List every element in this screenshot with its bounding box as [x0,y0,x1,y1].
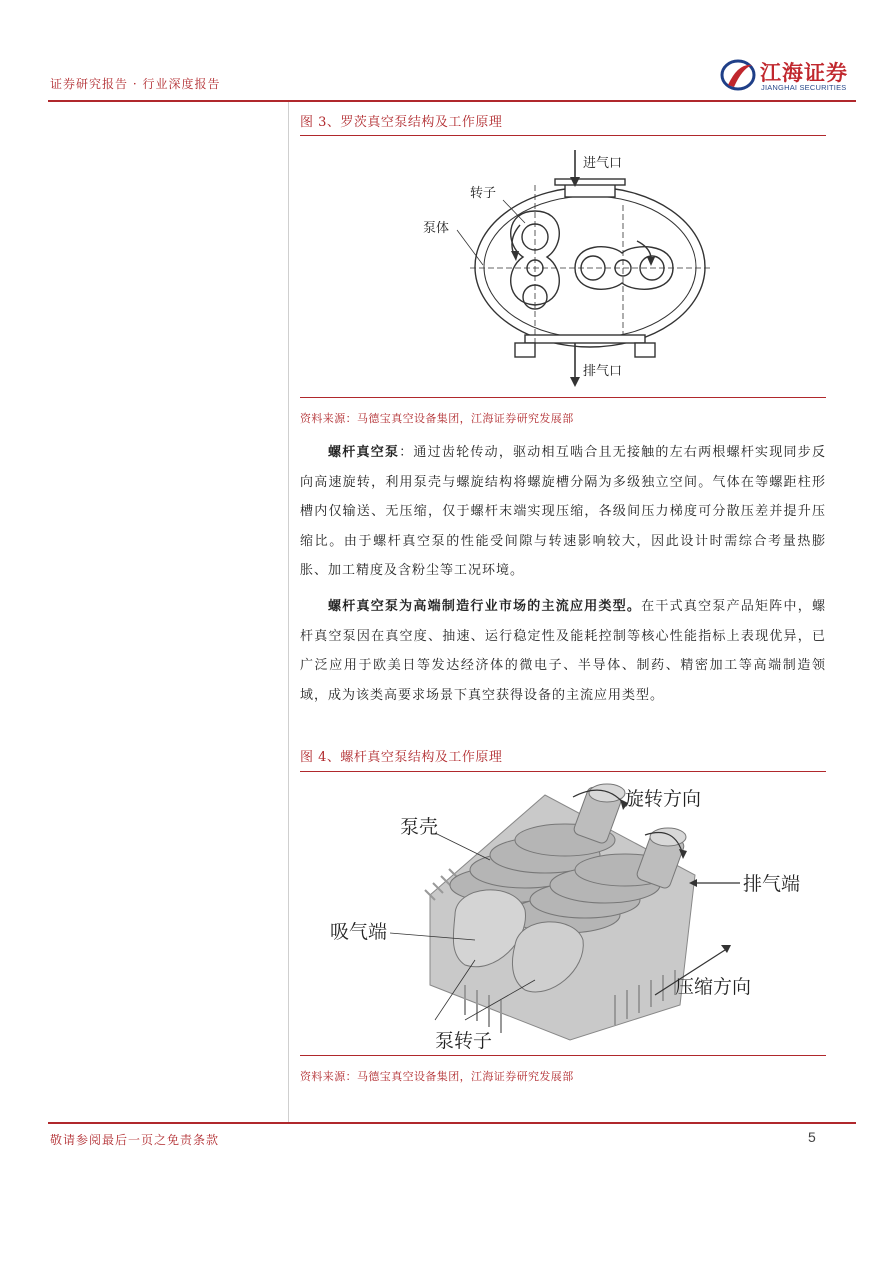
pump-body-label: 泵体 [423,221,450,236]
exhaust-end-label: 排气端 [743,873,801,895]
pump-rotor-label: 泵转子 [435,1030,493,1052]
figure-4-top-rule [300,771,826,772]
screw-pump-diagram [325,775,815,1055]
figure-3-bottom-rule [300,397,826,398]
paragraph-1-heading: 螺杆真空泵 [328,445,400,460]
company-logo-subtitle: JIANGHAI SECURITIES [761,83,847,92]
figure-3-title: 图 3、罗茨真空泵结构及工作原理 [300,115,503,130]
roots-pump-diagram [415,145,715,390]
paragraph-1-body: ：通过齿轮传动，驱动相互啮合且无接触的左右两根螺杆实现同步反向高速旋转，利用泵壳与螺旋结构将螺旋槽分隔为多级独立空间。气体在等螺距柱形槽内仅输送、无压缩，仅于螺杆末端实现压缩，各级间压力梯度可分散压差并提升压缩比。由于螺杆真空泵的性能受间隙与转速影响较大，因此设计时需综合考量热膨胀、加工精度及含粉尘等工况环境。 [300,445,826,578]
rotation-direction-label: 旋转方向 [625,788,702,810]
casing-label: 泵壳 [400,816,439,838]
page-number: 5 [808,1129,816,1145]
suction-end-label: 吸气端 [330,921,388,943]
figure-4-title: 图 4、螺杆真空泵结构及工作原理 [300,750,503,765]
disclaimer-note: 敬请参阅最后一页之免责条款 [50,1133,220,1147]
footer-divider [48,1122,856,1124]
header-divider [48,100,856,102]
compression-direction-label: 压缩方向 [675,976,752,998]
sidebar-divider [288,102,289,1122]
figure-4-bottom-rule [300,1055,826,1056]
paragraph-screw-pump [300,438,826,586]
rotor-label: 转子 [470,186,497,201]
outlet-label: 排气口 [583,364,623,379]
figure-3-top-rule [300,135,826,136]
figure-4-source: 资料来源：马德宝真空设备集团，江海证券研究发展部 [300,1070,574,1083]
figure-3-source: 资料来源：马德宝真空设备集团，江海证券研究发展部 [300,412,574,425]
paragraph-2-body: 在干式真空泵产品矩阵中，螺杆真空泵因在真空度、抽速、运行稳定性及能耗控制等核心性能指标上表现优异，已广泛应用于欧美日等发达经济体的微电子、半导体、制药、精密加工等高端制造领域，成为该类高要求场景下真空获得设备的主流应用类型。 [300,599,826,703]
paragraph-market-position [300,592,826,710]
company-logo-name: 江海证券 [760,60,848,85]
inlet-label: 进气口 [583,156,623,171]
paragraph-2-heading: 螺杆真空泵为高端制造行业市场的主流应用类型。 [328,599,642,614]
report-type-label: 证券研究报告 · 行业深度报告 [50,77,221,91]
